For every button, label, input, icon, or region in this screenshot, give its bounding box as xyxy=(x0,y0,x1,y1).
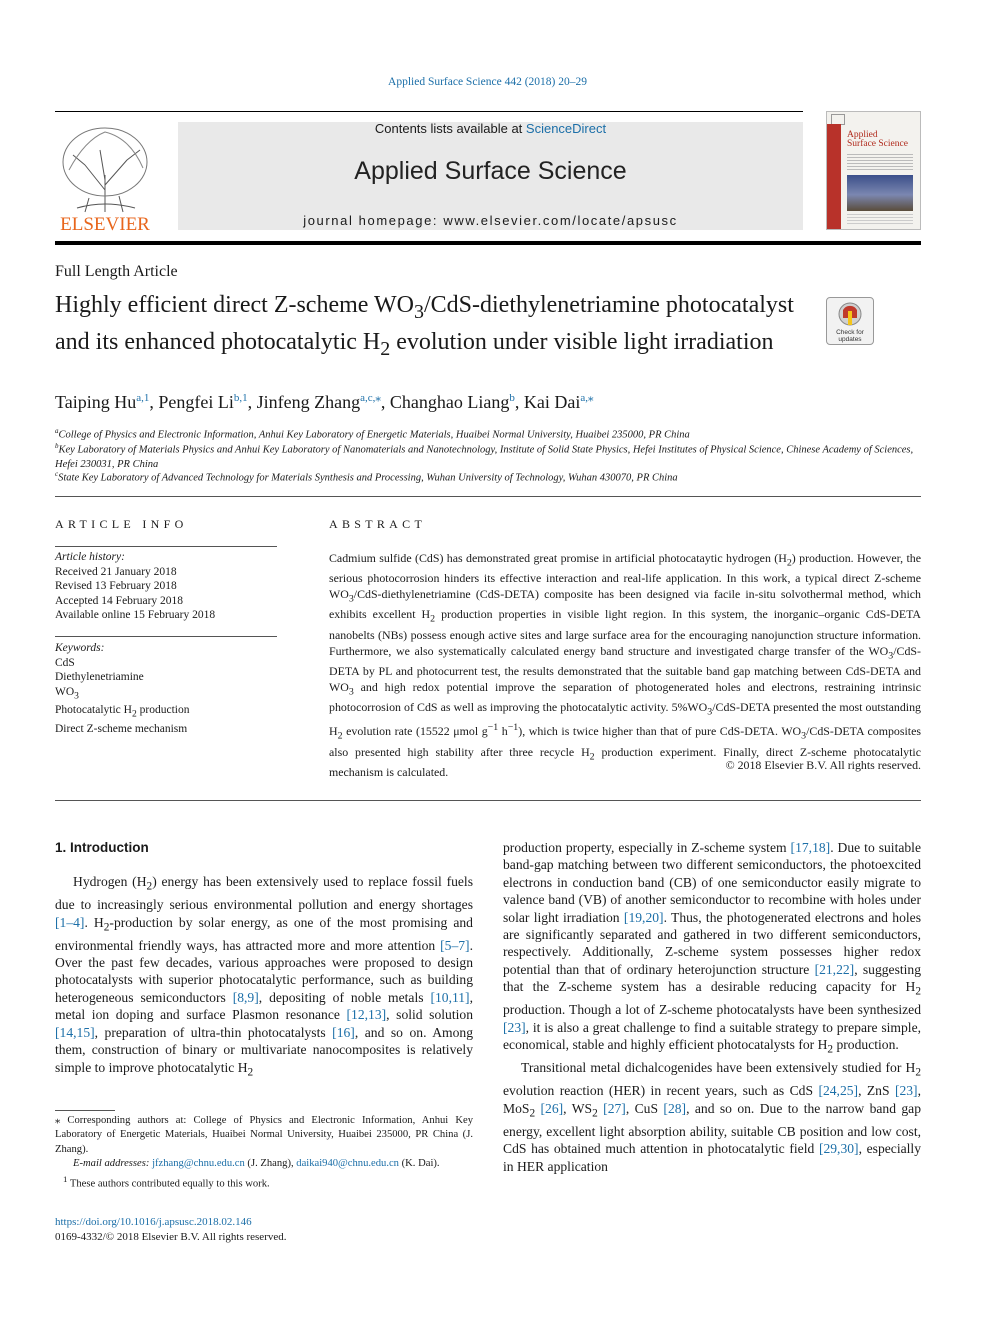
check-for-updates-badge[interactable] xyxy=(826,297,874,345)
keywords xyxy=(55,641,189,737)
corresponding-author-note: ⁎ Corresponding authors at: College of Physics and Electronic Information, Anhui Key Laboratory of Energetic Materials, Huaibei Normal University, Huaibei 235000, PR China (J. Zhang). xyxy=(55,1115,473,1155)
author-name[interactable]: Jinfeng Zhang xyxy=(256,392,361,412)
keywords-label: Keywords: xyxy=(55,642,105,654)
cover-side-band xyxy=(827,124,841,229)
header-rule xyxy=(55,111,803,112)
cover-footer-lines xyxy=(847,214,913,226)
abstract-heading: ABSTRACT xyxy=(329,517,427,531)
author-affiliation-marker[interactable]: a,1 xyxy=(136,392,150,404)
citation-link[interactable]: [21,22] xyxy=(814,961,855,977)
history-online: Available online 15 February 2018 xyxy=(55,609,216,621)
email-link[interactable]: daikai940@chnu.edu.cn xyxy=(296,1158,399,1170)
author-name[interactable]: Taiping Hu xyxy=(55,392,137,412)
citation-link[interactable]: [12,13] xyxy=(346,1007,387,1023)
cover-text-lines xyxy=(847,154,913,172)
keyword: Photocatalytic $H_2$ production xyxy=(55,704,190,720)
citation-link[interactable]: [17,18] xyxy=(790,840,831,855)
introduction-heading: 1. Introduction xyxy=(55,840,149,855)
history-revised: Revised 13 February 2018 xyxy=(55,580,177,592)
cover-title xyxy=(847,131,908,149)
sciencedirect-link[interactable]: ScienceDirect xyxy=(525,121,607,136)
history-label: Article history: xyxy=(55,551,125,563)
article-history xyxy=(55,550,215,623)
cover-title-line2: Surface Science xyxy=(847,139,908,149)
svg-text:Check for: Check for xyxy=(836,329,864,336)
homepage-prefix: journal homepage: xyxy=(303,213,444,228)
svg-text:updates: updates xyxy=(838,336,862,343)
header-thick-rule xyxy=(55,241,921,245)
author-affiliation-marker[interactable]: b xyxy=(509,392,515,404)
author-separator: , xyxy=(247,392,257,412)
section-rule xyxy=(55,496,921,497)
citation-link[interactable]: [28] xyxy=(663,1100,687,1116)
elsevier-logo xyxy=(55,120,155,236)
author-separator: , xyxy=(149,392,159,412)
history-received: Received 21 January 2018 xyxy=(55,565,177,578)
abstract-text: Cadmium sulfide (CdS) has demonstrated great promise in artificial photocataytic hydrogen $(H_2)$ production. However, the serious photocorrosion hinders its effective interaction and real-life application. In this work, a typical direct Z-scheme $WO_3/CdS$-diethylenetriamine (CdS-DETA) composite has been designed via facile in-situ solvothermal method, which exhibits excellent $H_2$ production properties in visible light region. In this system, the inorganic–organic CdS-DETA nanobelts (NBs) possess enough active sites and large surface area for the encouraging nanojunction structure information. Furthermore, we also systematically calculated energy band structure and investigated charge transfer of the $WO_3/CdS$-DETA by PL and photocurrent test, the results demonstrated that the suitable band gap matching between CdS-DETA and $WO_3$ and high redox potential improve the separation of photogenerated holes and electrons, restraining intrinsic photocorrosion of CdS as well as improving the photocatalytic activity. $5\%WO_3/CdS$-DETA presented the most outstanding $H_2$ evolution rate (15522 μmol $g^{-1}$ $h^{-1}$), which is twice higher than that of pure CdS-DETA. $WO_3/CdS$-DETA composites also presented high stability after three recycle $H_2$ production experiment. Finally, direct Z-scheme photocatalytic mechanism is calculated. xyxy=(329,551,921,779)
body-column-left xyxy=(55,873,473,1082)
article-info-heading: ARTICLE INFO xyxy=(55,517,188,531)
citation-link[interactable]: [14,15] xyxy=(55,1024,95,1040)
article-type: Full Length Article xyxy=(55,263,178,280)
citation-link[interactable]: [29,30] xyxy=(818,1141,859,1157)
cover-title-line1: Applied xyxy=(847,130,878,140)
history-accepted: Accepted 14 February 2018 xyxy=(55,594,184,607)
footnotes xyxy=(55,1114,473,1192)
contents-prefix: Contents lists available at xyxy=(374,121,526,136)
keyword: CdS xyxy=(55,656,75,669)
author-name[interactable]: Changhao Liang xyxy=(389,392,510,412)
author-separator: , xyxy=(380,392,390,412)
affiliation-c: $^c$State Key Laboratory of Advanced Technology for Materials Synthesis and Processing, Wuhan University of Technology, Wuhan 430070, PR China xyxy=(55,470,678,484)
citation-link[interactable]: [8,9] xyxy=(232,989,259,1005)
footnote-rule xyxy=(55,1110,115,1111)
citation-link[interactable]: [10,11] xyxy=(430,989,470,1005)
article-title: Highly efficient direct Z-scheme $WO_3/CdS$-diethylenetriamine photocatalyst and its enhanced photocatalytic $H_2$ evolution under visible light irradiation xyxy=(55,292,794,360)
journal-homepage xyxy=(178,213,803,228)
author-name[interactable]: Kai Dai xyxy=(523,392,581,412)
keyword: Diethylenetriamine xyxy=(55,671,144,683)
citation-link[interactable]: [23] xyxy=(894,1083,918,1099)
author-affiliation-marker[interactable]: b,1 xyxy=(233,392,248,404)
info-rule xyxy=(55,546,277,547)
homepage-url[interactable]: www.elsevier.com/locate/apsusc xyxy=(443,213,678,228)
affiliation-a: $^a$College of Physics and Electronic Information, Anhui Key Laboratory of Energetic Materials, Huaibei Normal University, Huaibei 235000, PR China xyxy=(55,427,690,441)
info-rule xyxy=(55,636,277,637)
author-affiliation-marker[interactable]: a,c,⁎ xyxy=(360,392,381,404)
citation-link[interactable]: [16] xyxy=(332,1024,355,1040)
paragraph: Transitional metal dichalcogenides have been extensively studied for $H_2$ evolution reaction (HER) in recent years, such as CdS [24,25], ZnS [23], MoS$_2$ [26], $WS_2$ [27], CuS [28], and so on. Due to the narrow band gap energy, excellent light absorption ability, suitable CB position and low cost, CdS has obtained much attention in photocatalytic field [29,30], especially in HER application xyxy=(503,1060,921,1174)
journal-cover-thumbnail[interactable] xyxy=(826,111,921,230)
cover-image xyxy=(847,175,913,211)
citation-link[interactable]: [26] xyxy=(540,1100,564,1116)
author-list xyxy=(55,391,593,413)
section-rule xyxy=(55,800,921,801)
body-column-right xyxy=(503,839,921,1175)
keyword: Direct Z-scheme mechanism xyxy=(55,723,188,736)
paragraph: Hydrogen $(H_2)$ energy has been extensively used to replace fossil fuels due to increasingly serious environmental pollution and energy shortages [1–4]. $H_2$-production by solar energy, as one of the most promising and environmental friendly ways, has attracted more and more attention [5–7]. Over the past few decades, various approaches were proposed to design photocatalysts with superior photocatalytic performance, such as building heterogeneous semiconductors [8,9], depositing of noble metals [10,11], metal ion doping and surface Plasmon resonance [12,13], solid solution [14,15], preparation of ultra-thin photocatalysts [16], and so on. Among them, construction of binary or multivariate nanocomposites is relatively simple to improve photocatalytic $H_2$ xyxy=(55,874,474,1079)
contents-line xyxy=(178,121,803,136)
paragraph: production property, especially in Z-scheme system [17,18]. Due to suitable band-gap matching between two different semiconductors, the photoexcited electrons in conduction band (CB) of one semiconductor easily migrate to valence band (VB) of another semiconductor to recombine with holes under solar light irradiation [19,20]. Thus, the photogenerated electrons and holes are significantly separated and gathered in two different semiconductors, respectively. Additionally, Z-scheme system possesses higher redox potential than that of ordinary heterojunction structure [21,22], suggesting that the Z-scheme system has a desirable reducing capacity for $H_2$ production. Though a lot of Z-scheme photocatalysts have been synthesized [23], it is also a great challenge to find a suitable strategy to prepare simple, economical, stable and highly efficient photocatalysts for $H_2$ production. xyxy=(503,840,922,1056)
equal-contribution-note: $^1$ These authors contributed equally to this work. xyxy=(63,1173,270,1190)
journal-name: Applied Surface Science xyxy=(354,157,627,185)
citation-link[interactable]: [19,20] xyxy=(623,909,664,925)
doi-link[interactable]: https://doi.org/10.1016/j.apsusc.2018.02.146 xyxy=(55,1216,252,1228)
journal-reference-link[interactable]: Applied Surface Science 442 (2018) 20–29 xyxy=(388,76,587,88)
author-separator: , xyxy=(514,392,524,412)
citation-link[interactable]: [1–4] xyxy=(55,914,85,930)
author-affiliation-marker[interactable]: a,⁎ xyxy=(580,392,594,404)
svg-text:ELSEVIER: ELSEVIER xyxy=(60,214,150,235)
email-link[interactable]: jfzhang@chnu.edu.cn xyxy=(152,1158,245,1170)
citation-link[interactable]: [5–7] xyxy=(440,937,470,953)
issn-line: 0169-4332/© 2018 Elsevier B.V. All rights reserved. xyxy=(55,1231,287,1243)
email-note: E-mail addresses: jfzhang@chnu.edu.cn (J. Zhang), daikai940@chnu.edu.cn (K. Dai). xyxy=(73,1158,440,1170)
citation-link[interactable]: [27] xyxy=(603,1100,626,1116)
abstract-copyright: © 2018 Elsevier B.V. All rights reserved. xyxy=(725,758,921,772)
citation-link[interactable]: [23] xyxy=(503,1019,526,1035)
keyword: $WO_3$ xyxy=(55,685,79,701)
author-name[interactable]: Pengfei Li xyxy=(158,392,234,412)
affiliation-b: $^b$Key Laboratory of Materials Physics and Anhui Key Laboratory of Nanomaterials and Nanotechnology, Institute of Solid State Physics, Hefei Institutes of Physical Science, Chinese Academy of Sciences, Hefei 230031, PR China xyxy=(55,442,914,470)
citation-link[interactable]: [24,25] xyxy=(818,1083,859,1099)
crossmark-icon xyxy=(827,298,873,344)
